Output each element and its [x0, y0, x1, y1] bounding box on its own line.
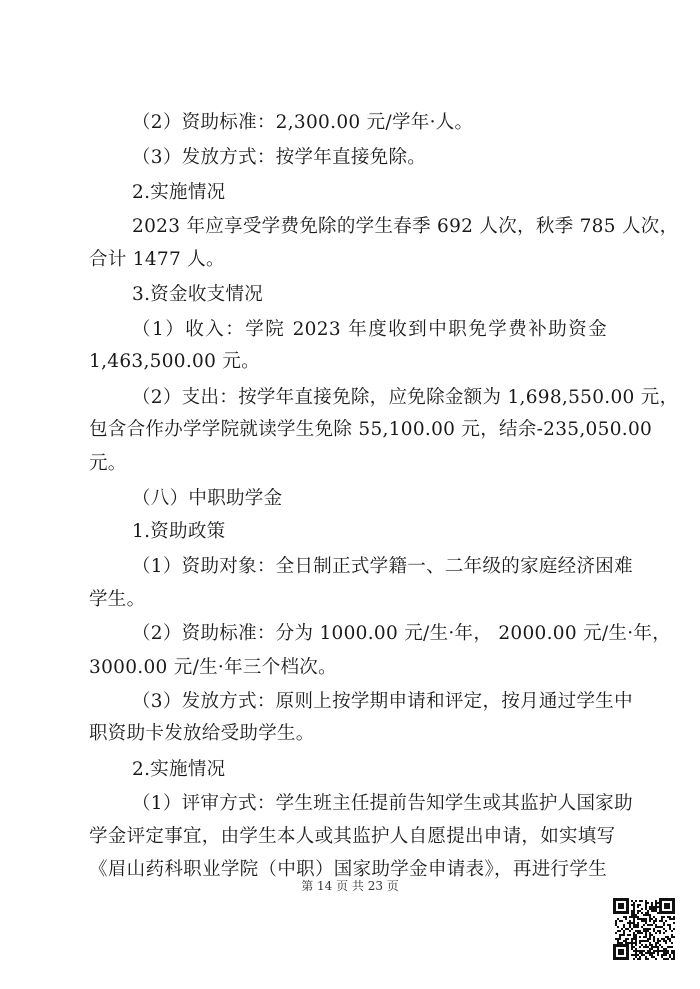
paragraph-line: （2）支出：按学年直接免除，应免除金额为 1,698,550.00 元，	[132, 387, 679, 408]
paragraph-line: 3000.00 元/生·年三个档次。	[89, 657, 337, 678]
paragraph-line: 1,463,500.00 元。	[89, 351, 260, 372]
paragraph-line: （1）收入：学院 2023 年度收到中职免学费补助资金	[132, 319, 607, 340]
paragraph-line: （3）发放方式：按学年直接免除。	[132, 147, 427, 168]
qr-code-icon	[611, 896, 677, 962]
section-heading: 2.实施情况	[132, 182, 226, 203]
section-heading: 3.资金收支情况	[132, 284, 264, 305]
section-heading: 1.资助政策	[132, 521, 226, 542]
section-heading: 2.实施情况	[132, 759, 226, 780]
paragraph-line: 元。	[89, 453, 127, 474]
paragraph-line: （1）评审方式：学生班主任提前告知学生或其监护人国家助	[132, 793, 633, 814]
paragraph-line: 学金评定事宜，由学生本人或其监护人自愿提出申请，如实填写	[89, 826, 616, 847]
paragraph-line: （3）发放方式：原则上按学期申请和评定，按月通过学生中	[132, 691, 633, 712]
paragraph-line: （2）资助标准：分为 1000.00 元/生·年， 2000.00 元/生·年，	[132, 623, 672, 644]
paragraph-line: 2023 年应享受学费免除的学生春季 692 人次，秋季 785 人次，	[132, 216, 679, 237]
paragraph-line: 包含合作办学学院就读学生免除 55,100.00 元，结余-235,050.00	[89, 419, 653, 440]
paragraph-line: 学生。	[89, 589, 146, 610]
paragraph-line: （2）资助标准：2,300.00 元/学年·人。	[132, 112, 474, 133]
paragraph-line: （1）资助对象：全日制正式学籍一、二年级的家庭经济困难	[132, 556, 633, 577]
page-number: 第 14 页 共 23 页	[301, 879, 399, 893]
paragraph-line: 《眉山药科职业学院（中职）国家助学金申请表》，再进行学生	[89, 859, 607, 880]
section-heading: （八）中职助学金	[132, 488, 283, 509]
paragraph-line: 合计 1477 人。	[89, 249, 225, 270]
paragraph-line: 职资助卡发放给受助学生。	[89, 723, 315, 744]
